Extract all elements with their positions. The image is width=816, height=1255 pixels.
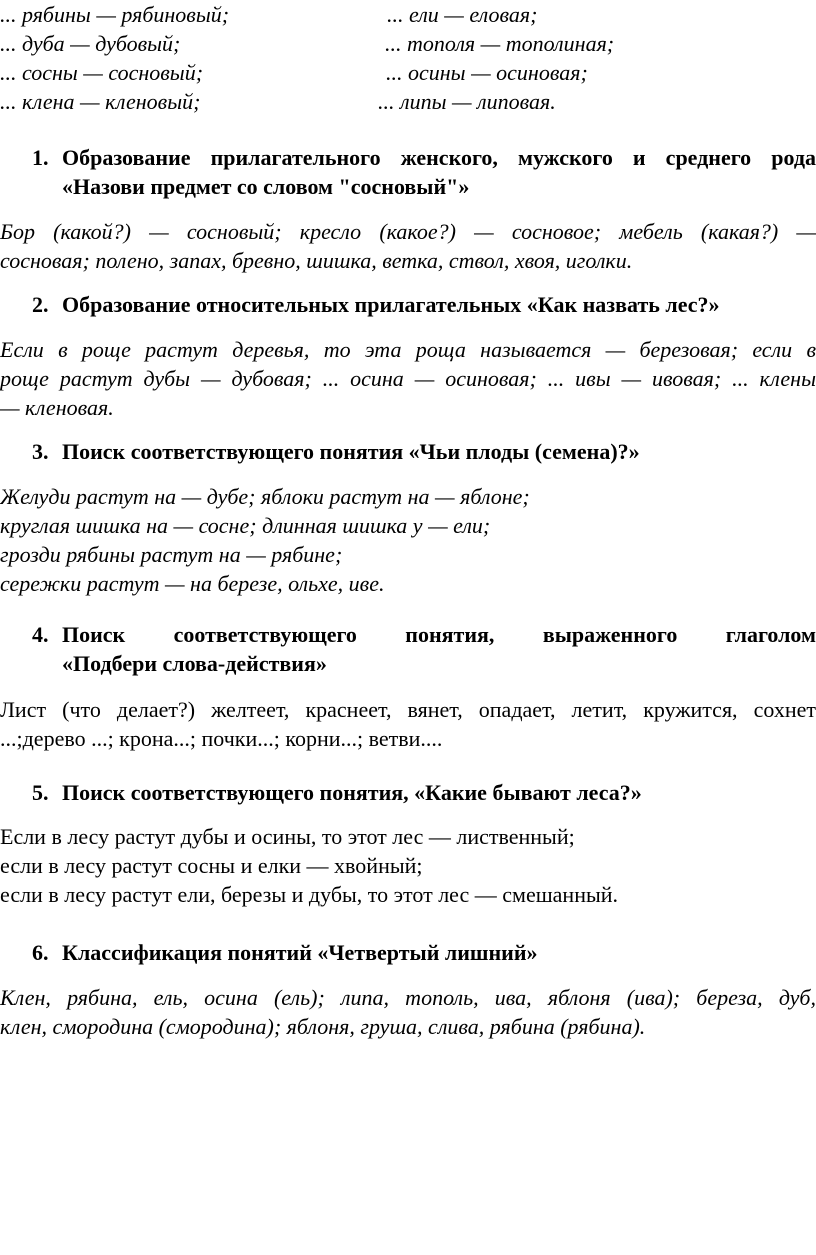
pair-right: ... липы — липовая. <box>378 89 556 114</box>
body-line: грозди рябины растут на — рябине; <box>0 542 343 567</box>
body-line: Если в лесу растут дубы и осины, то этот лес — лиственный; <box>0 824 575 849</box>
body-line: Бор (какой?) — сосновый; кресло (какое?) — сосновое; мебель (какая?) — <box>0 219 816 244</box>
body-line: сосновая; полено, запах, бревно, шишка, ветка, ствол, хвоя, иголки. <box>0 248 633 273</box>
pair-left: ... клена — кленовый; <box>0 89 201 114</box>
section-1-heading <box>0 143 816 201</box>
body-line: Лист (что делает?) желтеет, краснеет, вянет, опадает, летит, кружится, сохнет <box>0 697 816 722</box>
body-line: Клен, рябина, ель, осина (ель); липа, тополь, ива, яблоня (ива); береза, дуб, <box>0 985 816 1010</box>
pair-left: ... рябины — рябиновый; <box>0 2 230 27</box>
section-title-line1: Поиск соответствующего понятия, выраженного глаголом <box>62 622 816 647</box>
section-1-body <box>0 217 816 275</box>
section-number: 3. <box>32 439 49 464</box>
body-line: клен, смородина (смородина); яблоня, груша, слива, рябина (рябина). <box>0 1014 646 1039</box>
pair-left: ... сосны — сосновый; <box>0 60 204 85</box>
pair-row <box>0 58 816 87</box>
body-line: — кленовая. <box>0 395 114 420</box>
section-4-heading <box>0 620 816 678</box>
section-5-heading <box>0 778 816 807</box>
section-title-line1: Образование прилагательного женского, мужского и среднего рода <box>62 145 816 170</box>
pair-left: ... дуба — дубовый; <box>0 31 181 56</box>
section-6-body <box>0 983 816 1041</box>
pair-right: ... тополя — тополиная; <box>385 31 615 56</box>
section-number: 6. <box>32 940 49 965</box>
body-line: сережки растут — на березе, ольхе, иве. <box>0 571 385 596</box>
section-title-line2: «Назови предмет со словом "сосновый"» <box>62 174 470 199</box>
pair-row <box>0 0 816 29</box>
word-pairs <box>0 0 816 116</box>
section-number: 2. <box>32 292 49 317</box>
pair-right: ... осины — осиновая; <box>386 60 588 85</box>
pair-row <box>0 87 816 116</box>
section-title-line1: Классификация понятий «Четвертый лишний» <box>62 940 538 965</box>
body-line: Желуди растут на — дубе; яблоки растут на — яблоне; <box>0 484 530 509</box>
body-line: если в лесу растут сосны и елки — хвойный; <box>0 853 423 878</box>
body-line: роще растут дубы — дубовая; ... осина — осиновая; ... ивы — ивовая; ... клены <box>0 366 816 391</box>
section-3-heading <box>0 437 816 466</box>
section-2-heading <box>0 290 816 319</box>
pair-row <box>0 29 816 58</box>
section-title-line2: «Подбери слова-действия» <box>62 651 327 676</box>
section-title-line1: Поиск соответствующего понятия «Чьи плоды (семена)?» <box>62 439 640 464</box>
section-2-body <box>0 335 816 422</box>
section-title-line1: Поиск соответствующего понятия, «Какие бывают леса?» <box>62 780 642 805</box>
body-line: ...;дерево ...; крона...; почки...; корни...; ветви.... <box>0 726 443 751</box>
body-line: Если в роще растут деревья, то эта роща называется — березовая; если в <box>0 337 816 362</box>
pair-right: ... ели — еловая; <box>387 2 538 27</box>
section-6-heading <box>0 938 816 967</box>
section-number: 1. <box>32 145 49 170</box>
section-5-body <box>0 822 816 909</box>
section-3-body <box>0 482 816 598</box>
body-line: круглая шишка на — сосне; длинная шишка у — ели; <box>0 513 491 538</box>
section-title-line1: Образование относительных прилагательных «Как назвать лес?» <box>62 292 720 317</box>
section-number: 4. <box>32 622 49 647</box>
section-4-body <box>0 695 816 753</box>
body-line: если в лесу растут ели, березы и дубы, то этот лес — смешанный. <box>0 882 619 907</box>
section-number: 5. <box>32 780 49 805</box>
